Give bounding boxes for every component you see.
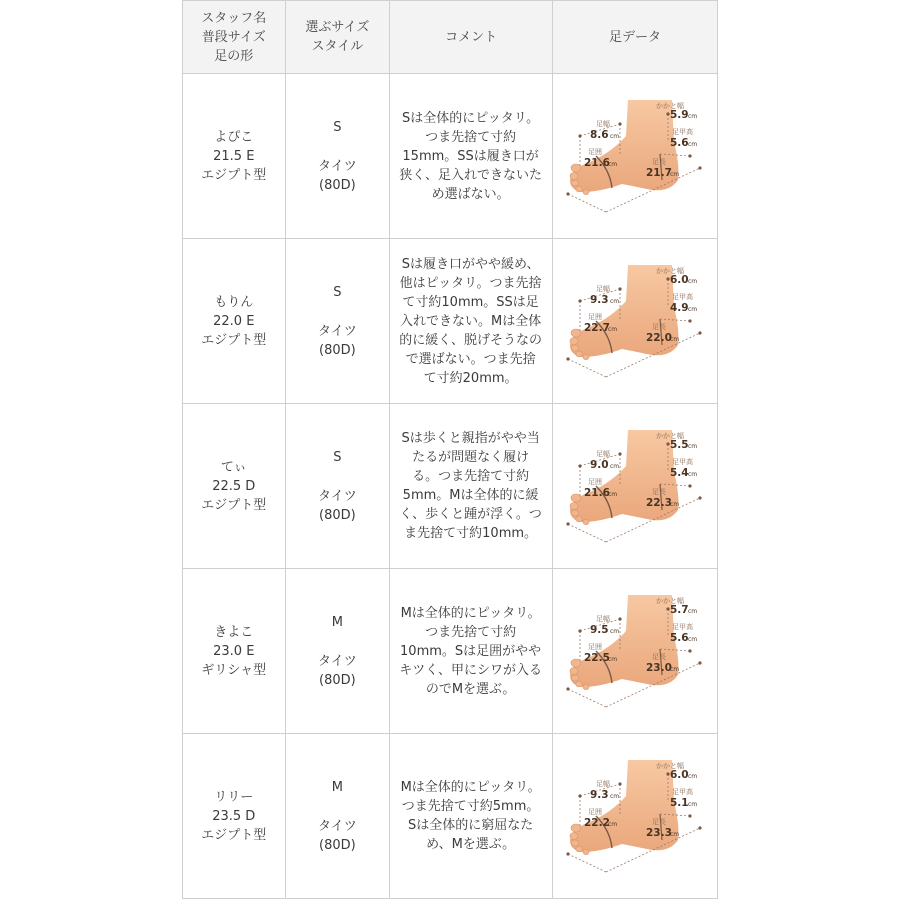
chosen-size: M: [331, 614, 343, 630]
width-unit: cm: [610, 298, 620, 305]
style-denier: (80D): [319, 342, 356, 358]
length-unit: cm: [670, 501, 680, 508]
length-unit: cm: [670, 666, 680, 673]
length-value: 23.3: [646, 827, 672, 839]
width-unit: cm: [610, 793, 620, 800]
width-unit: cm: [610, 133, 620, 140]
table-row: [183, 239, 718, 404]
girth-unit: cm: [608, 161, 618, 168]
width-value: 8.6: [590, 129, 609, 141]
size-cell: [285, 239, 390, 404]
length-label: 足長: [652, 653, 667, 661]
width-label: 足幅: [596, 285, 611, 293]
foot-data-cell: [553, 569, 718, 734]
width-label: 足幅: [596, 450, 611, 458]
foot-shape: ギリシャ型: [201, 662, 267, 678]
girth-label: 足囲: [588, 808, 603, 816]
arch-value: 5.1: [670, 797, 689, 809]
chosen-size: M: [331, 779, 343, 795]
width-value: 9.5: [590, 624, 609, 636]
style-denier: (80D): [319, 672, 356, 688]
heel-label: かかと幅: [656, 432, 685, 440]
girth-value: 22.2: [584, 817, 610, 829]
arch-label: 足甲高: [672, 128, 694, 136]
width-value: 9.0: [590, 459, 609, 471]
arch-value: 4.9: [670, 302, 689, 314]
chosen-size: S: [333, 449, 342, 465]
header-comment: コメント: [390, 1, 553, 74]
table-row: [183, 569, 718, 734]
style-name: タイツ: [317, 323, 357, 339]
foot-diagram: [560, 756, 710, 876]
staff-cell: [183, 569, 286, 734]
length-value: 22.0: [646, 332, 672, 344]
header-staff: スタッフ名 普段サイズ 足の形: [183, 1, 286, 74]
comment-cell: Sは全体的にピッタリ。つま先捨て寸約15mm。SSは履き口が狭く、足入れできないため選ばない。: [390, 74, 553, 239]
girth-unit: cm: [608, 656, 618, 663]
girth-value: 21.6: [584, 487, 610, 499]
width-value: 9.3: [590, 294, 609, 306]
foot-shape: エジプト型: [201, 167, 267, 183]
heel-unit: cm: [688, 113, 698, 120]
comment-cell: Mは全体的にピッタリ。つま先捨て寸約5mm。Sは全体的に窮屈なため、Mを選ぶ。: [390, 734, 553, 899]
width-label: 足幅: [596, 615, 611, 623]
length-label: 足長: [652, 818, 667, 826]
arch-label: 足甲高: [672, 458, 694, 466]
arch-unit: cm: [688, 471, 698, 478]
length-unit: cm: [670, 336, 680, 343]
arch-value: 5.6: [670, 632, 689, 644]
comment-cell: Sは歩くと親指がやや当たるが問題なく履ける。つま先捨て寸約5mm。Mは全体的に緩く、歩くと踵が浮く。つま先捨て寸約10mm。: [390, 404, 553, 569]
length-label: 足長: [652, 323, 667, 331]
heel-unit: cm: [688, 278, 698, 285]
length-value: 22.3: [646, 497, 672, 509]
size-cell: [285, 569, 390, 734]
heel-unit: cm: [688, 773, 698, 780]
style-denier: (80D): [319, 837, 356, 853]
style-name: タイツ: [317, 653, 357, 669]
heel-unit: cm: [688, 443, 698, 450]
table-row: [183, 74, 718, 239]
width-label: 足幅: [596, 780, 611, 788]
arch-unit: cm: [688, 801, 698, 808]
arch-unit: cm: [688, 141, 698, 148]
heel-value: 5.9: [670, 109, 689, 121]
staff-name: よぴこ: [214, 129, 254, 145]
arch-unit: cm: [688, 306, 698, 313]
arch-label: 足甲高: [672, 293, 694, 301]
style-denier: (80D): [319, 177, 356, 193]
arch-value: 5.6: [670, 137, 689, 149]
foot-shape: エジプト型: [201, 332, 267, 348]
length-unit: cm: [670, 171, 680, 178]
arch-label: 足甲高: [672, 623, 694, 631]
style-name: タイツ: [317, 818, 357, 834]
girth-label: 足囲: [588, 313, 603, 321]
size-cell: [285, 404, 390, 569]
usual-size: 22.5 D: [212, 478, 256, 494]
size-cell: [285, 74, 390, 239]
girth-unit: cm: [608, 491, 618, 498]
foot-data-cell: [553, 74, 718, 239]
foot-diagram: [560, 96, 710, 216]
heel-value: 5.7: [670, 604, 689, 616]
staff-name: きよこ: [214, 624, 254, 640]
girth-label: 足囲: [588, 643, 603, 651]
style-denier: (80D): [319, 507, 356, 523]
header-foot-data: 足データ: [553, 1, 718, 74]
staff-cell: [183, 239, 286, 404]
width-unit: cm: [610, 628, 620, 635]
foot-shape: エジプト型: [201, 497, 267, 513]
length-label: 足長: [652, 158, 667, 166]
staff-cell: [183, 74, 286, 239]
girth-value: 22.7: [584, 322, 610, 334]
header-size: 選ぶサイズ スタイル: [285, 1, 390, 74]
heel-label: かかと幅: [656, 267, 685, 275]
girth-unit: cm: [608, 326, 618, 333]
foot-shape: エジプト型: [201, 827, 267, 843]
length-unit: cm: [670, 831, 680, 838]
usual-size: 23.0 E: [213, 643, 255, 659]
length-value: 21.7: [646, 167, 672, 179]
comment-cell: Mは全体的にピッタリ。つま先捨て寸約10mm。Sは足囲がややキツく、甲にシワが入るのでMを選ぶ。: [390, 569, 553, 734]
usual-size: 21.5 E: [213, 148, 255, 164]
usual-size: 23.5 D: [212, 808, 256, 824]
usual-size: 22.0 E: [213, 313, 255, 329]
foot-data-cell: [553, 734, 718, 899]
staff-name: てぃ: [220, 459, 247, 475]
staff-name: もりん: [214, 294, 254, 310]
foot-diagram: [560, 426, 710, 546]
heel-label: かかと幅: [656, 597, 685, 605]
staff-cell: [183, 404, 286, 569]
style-name: タイツ: [317, 158, 357, 174]
size-comparison-table: [182, 0, 718, 899]
girth-value: 21.6: [584, 157, 610, 169]
heel-label: かかと幅: [656, 102, 685, 110]
arch-unit: cm: [688, 636, 698, 643]
header-row: [183, 1, 718, 74]
staff-name: リリー: [214, 789, 254, 805]
heel-value: 6.0: [670, 274, 689, 286]
chosen-size: S: [333, 119, 342, 135]
heel-unit: cm: [688, 608, 698, 615]
staff-cell: [183, 734, 286, 899]
arch-label: 足甲高: [672, 788, 694, 796]
size-cell: [285, 734, 390, 899]
length-value: 23.0: [646, 662, 672, 674]
foot-data-cell: [553, 404, 718, 569]
width-unit: cm: [610, 463, 620, 470]
foot-diagram: [560, 261, 710, 381]
width-label: 足幅: [596, 120, 611, 128]
heel-value: 6.0: [670, 769, 689, 781]
table-row: [183, 734, 718, 899]
heel-value: 5.5: [670, 439, 689, 451]
girth-unit: cm: [608, 821, 618, 828]
arch-value: 5.4: [670, 467, 689, 479]
chosen-size: S: [333, 284, 342, 300]
foot-data-cell: [553, 239, 718, 404]
comment-cell: Sは履き口がやや緩め、他はピッタリ。つま先捨て寸約10mm。SSは足入れできない。Mは全体的に緩く、脱げそうなので選ばない。つま先捨て寸約20mm。: [390, 239, 553, 404]
style-name: タイツ: [317, 488, 357, 504]
foot-diagram: [560, 591, 710, 711]
girth-value: 22.5: [584, 652, 610, 664]
width-value: 9.3: [590, 789, 609, 801]
heel-label: かかと幅: [656, 762, 685, 770]
girth-label: 足囲: [588, 478, 603, 486]
length-label: 足長: [652, 488, 667, 496]
table-row: [183, 404, 718, 569]
girth-label: 足囲: [588, 148, 603, 156]
